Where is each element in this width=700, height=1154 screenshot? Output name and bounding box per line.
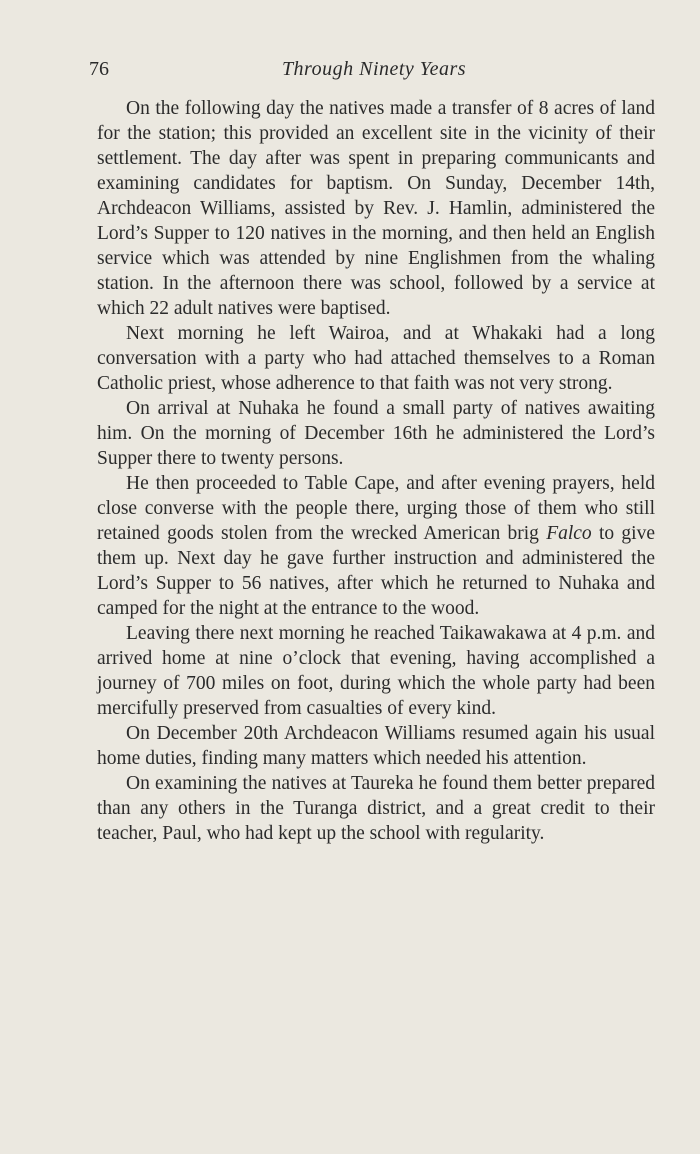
paragraph-text: to give them up. Next day he gave further instruction and administered the Lord’s Supper to 56 natives, after which he returned to Nuhaka and camped for the night at the entrance to the wood. bbox=[97, 523, 655, 619]
paragraph-text: Leaving there next morning he reached Taikawakawa at 4 p.m. and arrived home at nine o’clock that evening, having accomplished a journey of 700 miles on foot, during which the whole party had been mercifully preserved from casualties of every kind. bbox=[97, 623, 655, 719]
paragraph-2 bbox=[97, 321, 655, 396]
page-header bbox=[89, 58, 659, 84]
paragraph-5 bbox=[97, 621, 655, 721]
paragraph-1 bbox=[97, 96, 655, 321]
page-number: 76 bbox=[89, 58, 109, 80]
paragraph-3 bbox=[97, 396, 655, 471]
paragraph-text: On examining the natives at Taureka he found them better prepared than any others in the Turanga district, and a great credit to their teacher, Paul, who had kept up the school with regularity. bbox=[97, 773, 655, 844]
body-text bbox=[97, 96, 655, 846]
paragraph-text: Next morning he left Wairoa, and at Whakaki had a long conversation with a party who had attached themselves to a Roman Catholic priest, whose adherence to that faith was not very strong. bbox=[97, 323, 655, 394]
paragraph-text: He then proceeded to Table Cape, and after evening prayers, held close converse with the people there, urging those of them who still retained goods stolen from the wrecked American brig bbox=[97, 473, 655, 544]
paragraph-text: On the following day the natives made a transfer of 8 acres of land for the station; this provided an excellent site in the vicinity of their settlement. The day after was spent in preparing communicants and examining candidates for baptism. On Sunday, December 14th, Archdeacon Williams, assisted by Rev. J. Hamlin, administered the Lord’s Supper to 120 natives in the morning, and then held an English service which was attended by nine Englishmen from the whaling station. In the afternoon there was school, followed by a service at which 22 adult natives were baptised. bbox=[97, 98, 655, 319]
paragraph-4 bbox=[97, 471, 655, 621]
paragraph-6 bbox=[97, 721, 655, 771]
running-title: Through Ninety Years bbox=[281, 58, 467, 80]
paragraph-7 bbox=[97, 771, 655, 846]
ship-name-italic: Falco bbox=[546, 523, 592, 544]
paragraph-text: On arrival at Nuhaka he found a small party of natives awaiting him. On the morning of December 16th he administered the Lord’s Supper there to twenty persons. bbox=[97, 398, 655, 469]
paragraph-text: On December 20th Archdeacon Williams resumed again his usual home duties, finding many matters which needed his attention. bbox=[97, 723, 655, 769]
